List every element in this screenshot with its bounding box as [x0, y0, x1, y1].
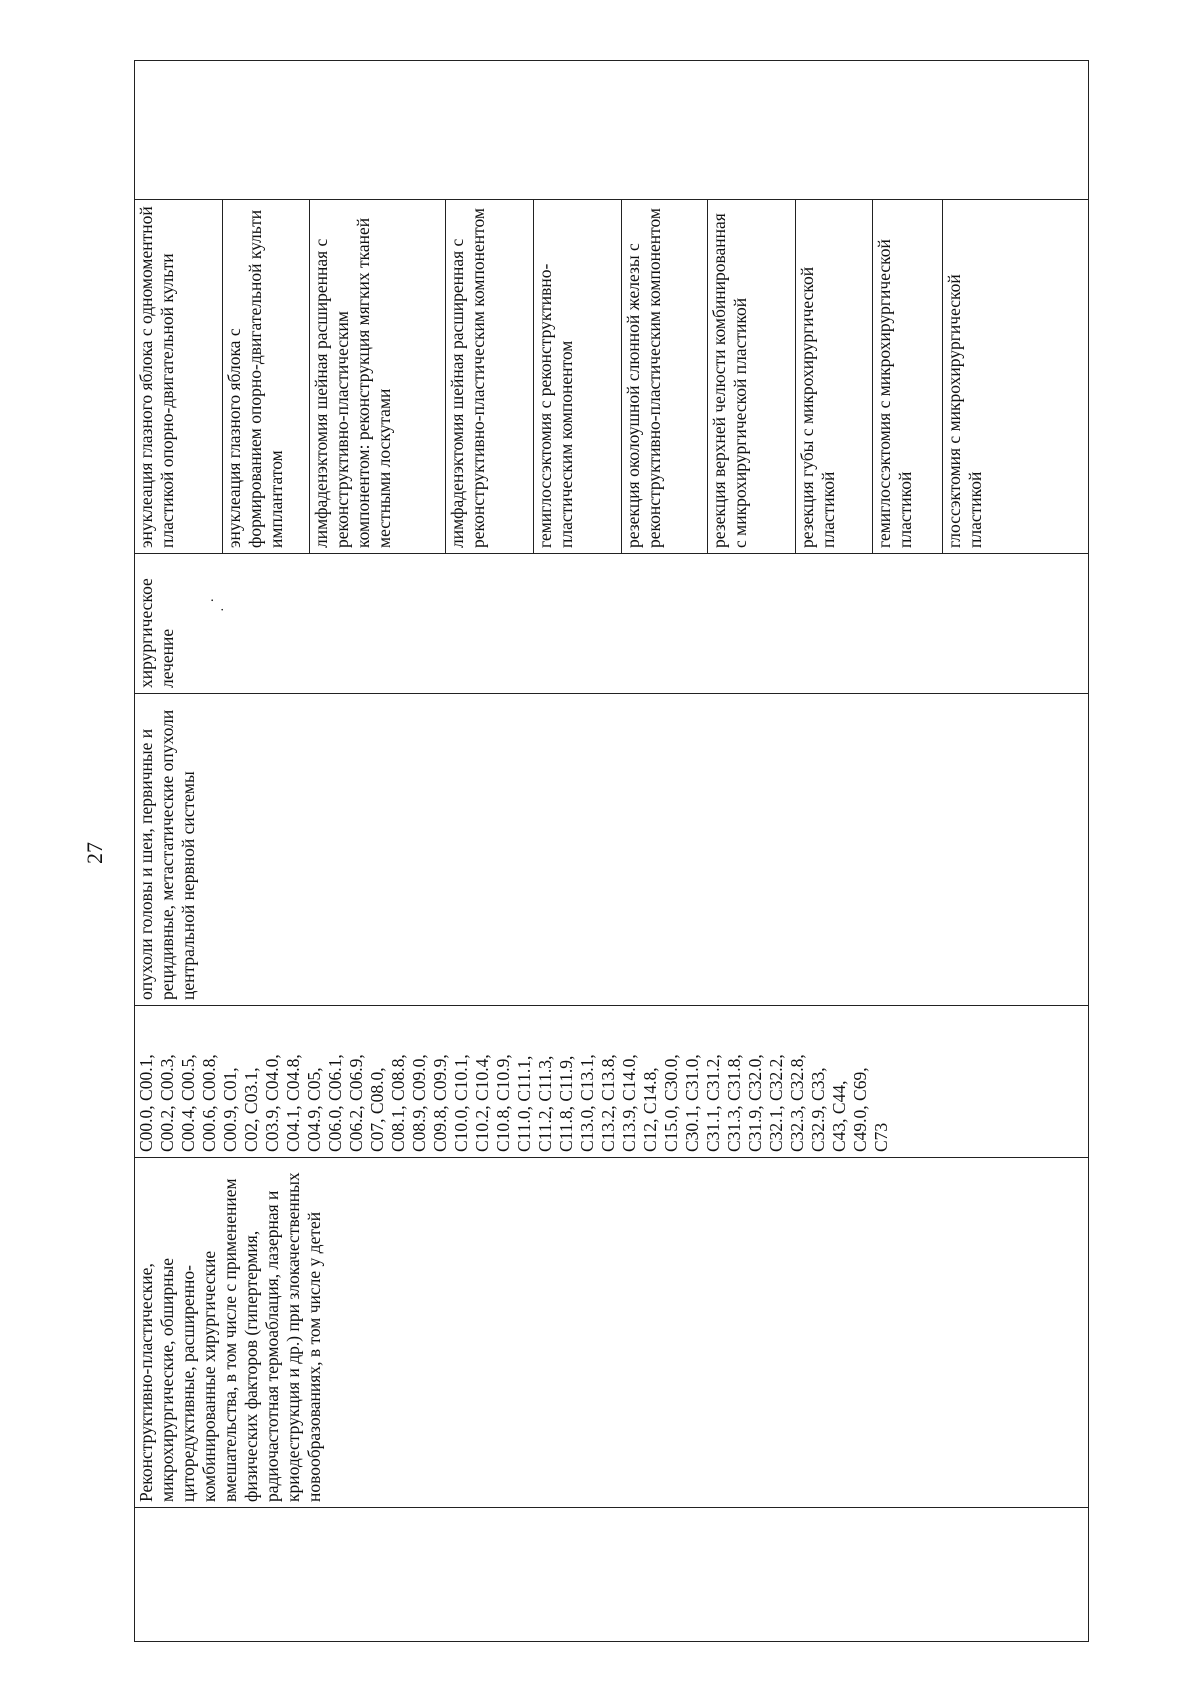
services-table	[134, 60, 1089, 1642]
description-cell: Реконструктивно-пластические, микрохирургические, обширные циторедуктивные, расширенно-комбинированные хирургические вмешательства, в том числе с применением физических факторов (гипертермия, радиочастотная термоаблация, лазерная и криодеструкция и др.) при злокачественных новообразованиях, в том числе у детей	[136, 1172, 324, 1502]
procedure-cell: лимфаденэктомия шейная расширенная с реконструктивно-пластическим компонентом	[447, 208, 488, 548]
procedure-cell: резекция верхней челюсти комбинированная с микрохирургической пластикой	[709, 213, 750, 548]
scan-speck: .	[202, 598, 217, 602]
procedure-cell: энуклеация глазного яблока с одномоментной пластикой опорно-двигательной культи	[136, 206, 177, 548]
procedure-cell: лимфаденэктомия шейная расширенная с реконструктивно-пластическим компонентом: реконструкция мягких тканей местными лоскутами	[311, 217, 394, 548]
extra-cell	[134, 60, 1089, 200]
procedure-cell: резекция околоушной слюнной железы с реконструктивно-пластическим компонентом	[623, 208, 664, 548]
codes-cell: C00.0, C00.1, C00.2, C00.3, C00.4, C00.5, C00.6, C00.8, C00.9, C01, C02, C03.1, C03.9, C04.0, C04.1, C04.8, C04.9, C05, C06.0, C06.1, C06.2, C06.9, C07, C08.0, C08.1, C08.8, C08.9, C09.0, C09.8, C09.9, C10.0, C10.1, C10.2, C10.4, C10.8, C10.9, C11.0, C11.1, C11.2, C11.3, C11.8, C11.9, C13.0, C13.1, C13.2, C13.8, C13.9, C14.0, C12, C14.8, C15.0, C30.0, C30.1, C31.0, C31.1, C31.2, C31.3, C31.8, C31.9, C32.0, C32.1, C32.2, C32.3, C32.8, C32.9, C33, C43, C44, C49.0, C69, C73	[136, 1054, 891, 1152]
scan-speck: ·	[216, 607, 231, 612]
model-cell: опухоли головы и шеи, первичные и рецидивные, метастатические опухоли центральной нервной системы	[136, 709, 198, 1000]
procedure-cell: резекция губы с микрохирургической пластикой	[797, 266, 838, 548]
procedure-cell: гемиглоссэктомия с реконструктивно-пластическим компонентом	[535, 263, 576, 548]
procedure-cell: энуклеация глазного яблока с формированием опорно-двигательной культи имплантатом	[224, 209, 286, 548]
row-number-cell	[134, 1508, 1089, 1642]
procedure-cell: гемиглоссэктомия с микрохирургической пластикой	[874, 239, 915, 548]
page-number: 27	[82, 842, 107, 864]
treatment-cell: хирургическое лечение	[136, 578, 177, 688]
procedure-cell: глоссэктомия с микрохирургической пластикой	[944, 274, 985, 548]
